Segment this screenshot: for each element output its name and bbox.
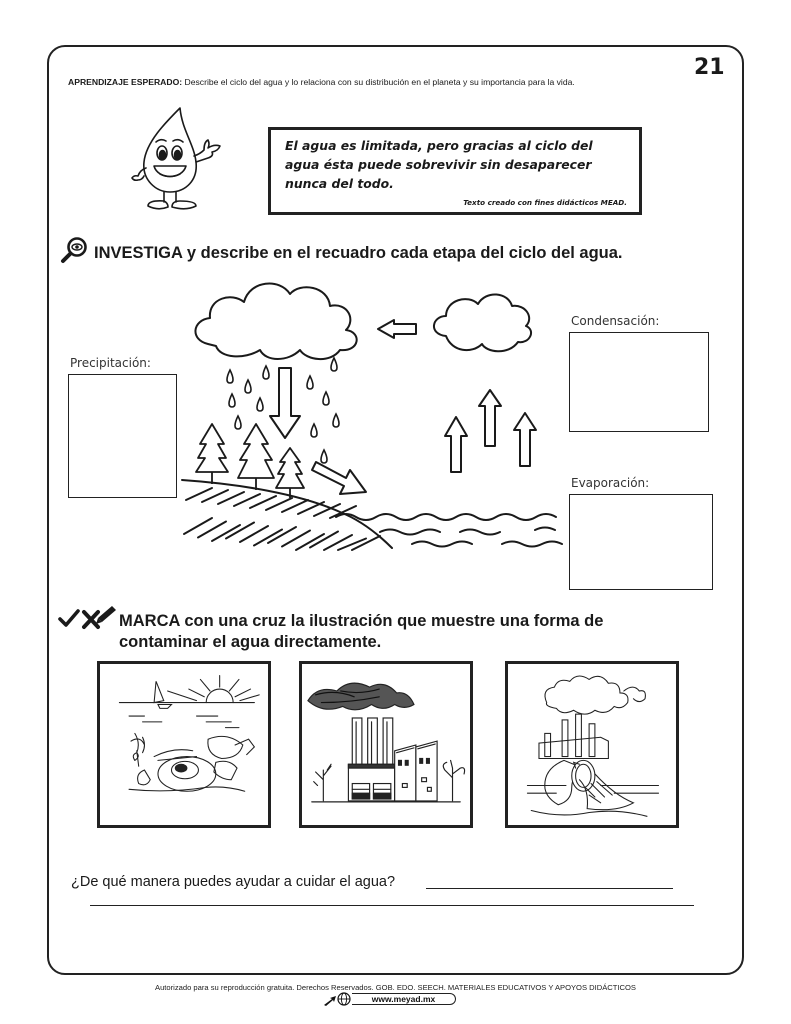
objective-text: Describe el ciclo del agua y lo relaciona con su distribución en el planeta y su importancia para la vida. [182,77,575,87]
drain-pipe-illustration [508,664,676,825]
evaporation-arrow-3 [514,413,536,466]
water-wave-3 [412,542,562,547]
raindrop [257,398,263,411]
evaporation-answer-box[interactable] [569,494,713,590]
condensation-label: Condensación: [571,314,660,328]
answer-line-2[interactable] [90,905,694,906]
info-quote-box [268,127,642,215]
rain-cloud [195,284,356,360]
option-beach-trash[interactable] [97,661,271,828]
raindrop [227,370,233,383]
raindrop [263,366,269,379]
activity-2-instruction [119,611,679,653]
evaporation-label: Evaporación: [571,476,650,490]
beach-trash-illustration [100,664,268,825]
activity-1-keyword: INVESTIGA [94,244,183,262]
objective-label: APRENDIZAJE ESPERADO: [68,77,183,87]
answer-line-1[interactable] [426,888,673,889]
learning-objective [68,77,575,87]
runoff-arrow [312,462,366,494]
tree-1 [196,424,228,472]
condensation-arrow [378,320,416,338]
raindrop [321,450,327,463]
activity-2-text: con una cruz la ilustración que muestre una forma de contaminar el agua directamente. [119,612,604,651]
activity-1-text: y describe en el recuadro cada etapa del ciclo del agua. [182,244,623,262]
raindrop [333,414,339,427]
raindrop [323,392,329,405]
quote-credit: Texto creado con fines didácticos MEAD. [463,198,627,207]
raindrop [245,380,251,393]
evaporation-arrow-2 [479,390,501,446]
precipitation-answer-box[interactable] [68,374,177,498]
water-wave-2 [380,528,555,535]
raindrop [311,424,317,437]
precipitation-arrow [270,368,300,438]
factory-smoke-illustration [302,664,470,825]
mark-icons [58,604,120,630]
care-water-question: ¿De qué manera puedes ayudar a cuidar el agua? [71,874,396,890]
globe-cursor-icon [322,991,354,1007]
footer-url[interactable]: www.meyad.mx [352,993,456,1005]
raindrop [307,376,313,389]
condensation-answer-box[interactable] [569,332,709,432]
option-factory-smoke[interactable] [299,661,473,828]
water-drop-mascot-illustration [118,100,228,220]
raindrop [235,416,241,429]
evaporation-arrow-1 [445,417,467,472]
footer-legal-text: Autorizado para su reproducción gratuita. Derechos Reservados. GOB. EDO. SEECH. MATERIALES EDUCATIVOS Y APOYOS DIDÁCTICOS [155,983,636,992]
water-cycle-diagram [180,272,568,552]
option-drain-pipe[interactable] [505,661,679,828]
water-wave-1 [336,514,556,520]
small-cloud [434,294,531,351]
tree-3 [276,448,304,488]
quote-text: El agua es limitada, pero gracias al ciclo del agua ésta puede sobrevivir sin desaparecer nunca del todo. [285,138,593,191]
activity-1-instruction [94,244,623,263]
raindrop [331,358,337,371]
check-icon [60,611,78,625]
magnifier-eye-icon [60,236,88,264]
footer-url-badge [322,993,472,1007]
cross-pencil-icon [84,606,116,627]
tree-2 [238,424,274,478]
activity-2-keyword: MARCA [119,612,180,630]
precipitation-label: Precipitación: [70,356,151,370]
raindrop [229,394,235,407]
page-number: 21 [694,55,725,80]
